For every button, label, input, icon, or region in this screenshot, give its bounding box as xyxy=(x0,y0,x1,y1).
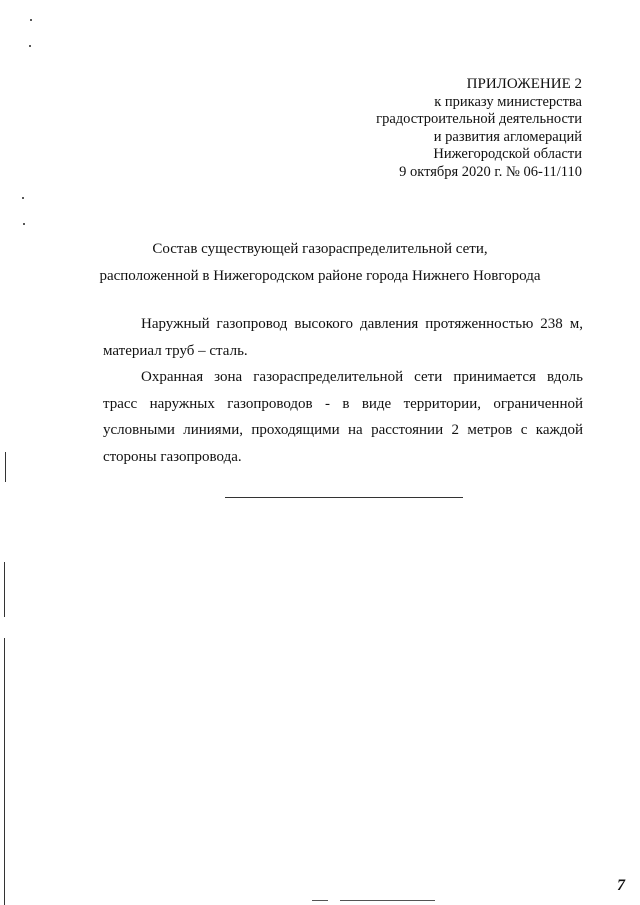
paragraph-pipeline: Наружный газопровод высокого давления протяженностью 238 м, материал труб – сталь. xyxy=(103,316,583,359)
paragraph-protection-zone: Охранная зона газораспределительной сети принимается вдоль трасс наружных газопроводов - в виде территории, ограниченной условными линиями, проходящими на расстоянии 2 метров с каждой стороны газопровода. xyxy=(103,369,583,465)
scan-artifact xyxy=(22,197,24,199)
appendix-line: к приказу министерства xyxy=(434,93,582,110)
closing-rule xyxy=(225,497,463,498)
appendix-line: градостроительной деятельности xyxy=(376,111,582,127)
appendix-line: Нижегородской области xyxy=(433,146,582,162)
scan-artifact xyxy=(29,45,31,47)
document-title xyxy=(0,236,640,290)
scan-artifact xyxy=(4,562,5,617)
appendix-date-number: 9 октября 2020 г. № 06-11/110 xyxy=(399,163,582,180)
document-body xyxy=(103,311,583,470)
scan-artifact xyxy=(4,638,5,905)
scan-artifact xyxy=(5,452,6,482)
scan-artifact xyxy=(23,223,25,225)
page-number: 7 xyxy=(617,877,625,894)
scan-artifact xyxy=(30,19,32,21)
appendix-header xyxy=(376,76,582,181)
appendix-title: ПРИЛОЖЕНИЕ 2 xyxy=(466,76,582,92)
appendix-line: и развития агломераций xyxy=(433,128,582,145)
title-line-2: расположенной в Нижегородском районе города Нижнего Новгорода xyxy=(99,268,541,284)
title-line-1: Состав существующей газораспределительной сети, xyxy=(152,241,488,257)
scan-artifact xyxy=(312,900,328,901)
scan-artifact xyxy=(340,900,435,901)
